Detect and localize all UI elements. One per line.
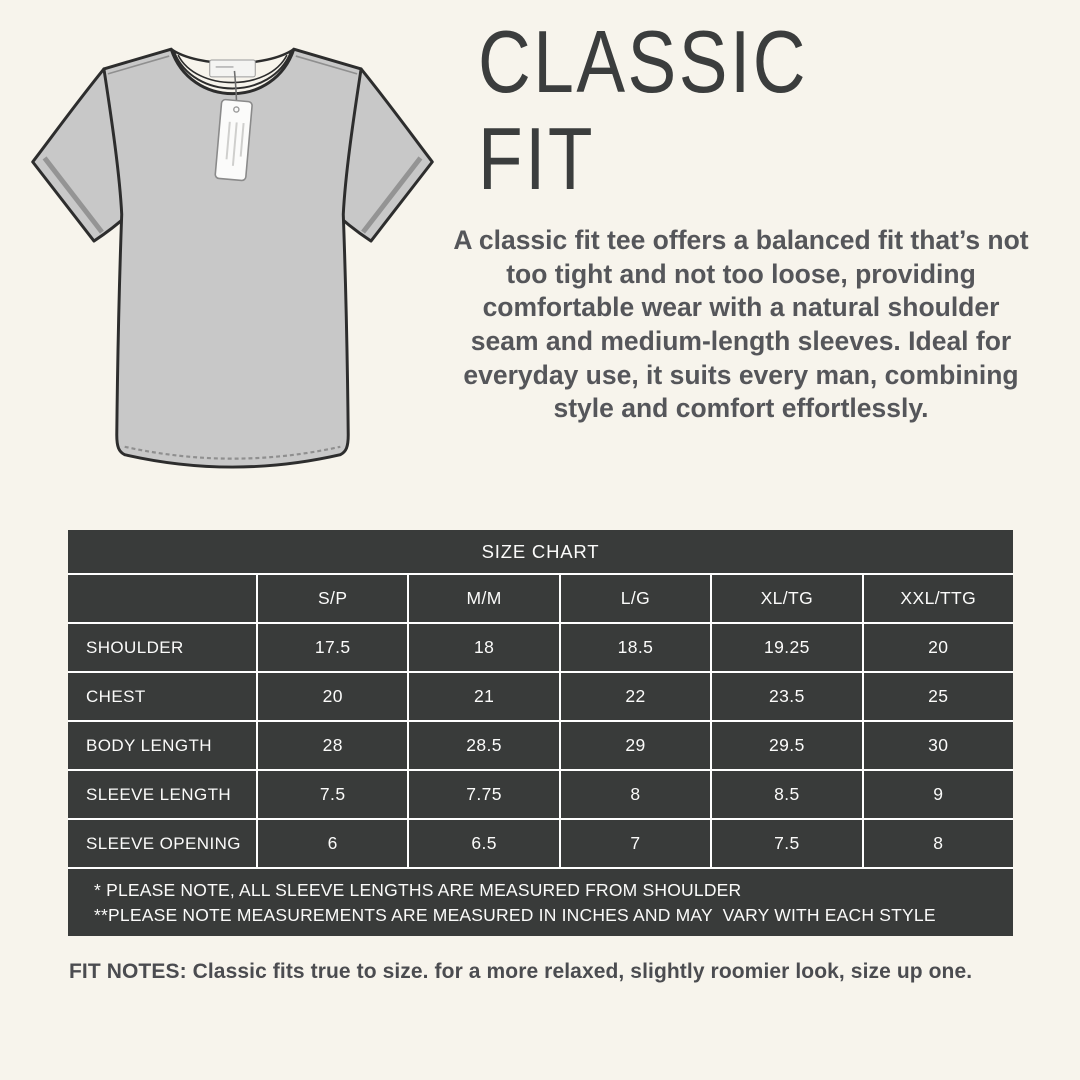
table-value: 19.25 (712, 624, 861, 671)
table-value: 8.5 (712, 771, 861, 818)
table-value: 22 (561, 673, 710, 720)
tshirt-illustration (5, 8, 460, 480)
table-value: 8 (864, 820, 1013, 867)
fit-notes-text: Classic fits true to size. for a more relaxed, slightly roomier look, size up one. (192, 960, 973, 983)
table-value: 9 (864, 771, 1013, 818)
page-title (478, 14, 808, 208)
table-value: 7.5 (712, 820, 861, 867)
note-sleeve-lengths: * PLEASE NOTE, ALL SLEEVE LENGTHS ARE MEASURED FROM SHOULDER (94, 879, 742, 900)
table-value: 30 (864, 722, 1013, 769)
page-title-line-2: FIT (478, 108, 596, 208)
table-value: 6.5 (409, 820, 558, 867)
table-value: 21 (409, 673, 558, 720)
table-value: 25 (864, 673, 1013, 720)
table-value: 7.75 (409, 771, 558, 818)
measurement-notes (68, 869, 1013, 936)
table-value: 7.5 (258, 771, 407, 818)
column-header-xxlttg: XXL/TTG (864, 575, 1013, 622)
table-value: 6 (258, 820, 407, 867)
table-value: 28 (258, 722, 407, 769)
hang-tag (215, 99, 252, 181)
note-inches: **PLEASE NOTE MEASUREMENTS ARE MEASURED IN INCHES AND MAY VARY WITH EACH STYLE (94, 904, 936, 925)
table-value: 18 (409, 624, 558, 671)
size-chart-table (68, 530, 1013, 936)
fit-notes-label: FIT NOTES: (69, 960, 187, 983)
fit-notes (69, 960, 972, 984)
table-value: 28.5 (409, 722, 558, 769)
table-value: 17.5 (258, 624, 407, 671)
neck-label (210, 60, 256, 77)
column-header-mm: M/M (409, 575, 558, 622)
table-value: 8 (561, 771, 710, 818)
size-chart-title: SIZE CHART (68, 530, 1013, 573)
row-label-sleeve-length: SLEEVE LENGTH (68, 771, 256, 818)
table-value: 20 (258, 673, 407, 720)
column-header-lg: L/G (561, 575, 710, 622)
row-label-body-length: BODY LENGTH (68, 722, 256, 769)
page-title-line-1: CLASSIC (478, 12, 808, 111)
tshirt-sketch-svg (5, 8, 460, 480)
fit-description: A classic fit tee offers a balanced fit that’s not too tight and not too loose, providing comfortable wear with a natural shoulder seam and medium-length sleeves. Ideal for everyday use, it suits every man, combining style and comfort effortlessly. (453, 225, 1029, 424)
table-value: 18.5 (561, 624, 710, 671)
table-value: 7 (561, 820, 710, 867)
row-label-chest: CHEST (68, 673, 256, 720)
row-label-sleeve-opening: SLEEVE OPENING (68, 820, 256, 867)
column-header-xltg: XL/TG (712, 575, 861, 622)
row-label-shoulder: SHOULDER (68, 624, 256, 671)
table-value: 29.5 (712, 722, 861, 769)
table-value: 23.5 (712, 673, 861, 720)
column-header-sp: S/P (258, 575, 407, 622)
table-value: 29 (561, 722, 710, 769)
table-value: 20 (864, 624, 1013, 671)
corner-cell (68, 575, 256, 622)
